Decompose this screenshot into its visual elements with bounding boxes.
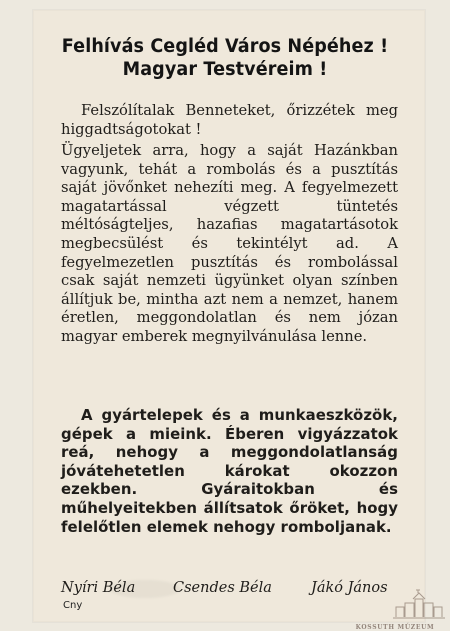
footer-note: Cny (63, 600, 83, 611)
document-title-line-2: Magyar Testvéreim ! (122, 59, 328, 80)
paragraph-2: Ügyeljetek arra, hogy a saját Hazánkban vagyunk, tehát a rombolás és a pusztítás saját jövőnket nehezíti meg. A fegyelmezett magatartással végzett tüntetés méltóságteljes, hazafias magatartásotok megbecsülést és tekintélyt ad. A fegyelmezetlen pusztítás és rombolással csak saját nemzeti ügyünket olyan színben állítjuk be, mintha azt nem a nemzet, hanem éretlen, meggondolatlan és nem józan magyar emberek megnyilvánulása lenne. (61, 142, 398, 345)
paragraph-1 (61, 102, 398, 139)
signature-row (61, 580, 398, 602)
museum-watermark-text: KOSSUTH MÚZEUM (355, 624, 435, 631)
signature-csendes-bela: Csendes Béla (173, 580, 272, 596)
signature-jako-janos: Jákó János (311, 580, 388, 596)
signature-nyiri-bela: Nyíri Béla (61, 580, 136, 596)
paragraph-3 (61, 406, 398, 536)
paragraph-1-text: Felszólítalak Benneteket, őrizzétek meg higgadtságotokat ! (61, 102, 398, 138)
document-title-line-1: Felhívás Cegléd Város Népéhez ! (61, 36, 389, 57)
paragraph-3-text: A gyártelepek és a munkaeszközök, gépek a mieink. Éberen vigyázzatok reá, nehogy a meggondolatlanság jóvátehetetlen károkat okozzon ezekben. Gyáraitokban és műhelyeitekben állítsatok őröket, hogy felelőtlen elemek nehogy romboljanak. (61, 406, 398, 536)
museum-logo-icon (390, 589, 448, 621)
